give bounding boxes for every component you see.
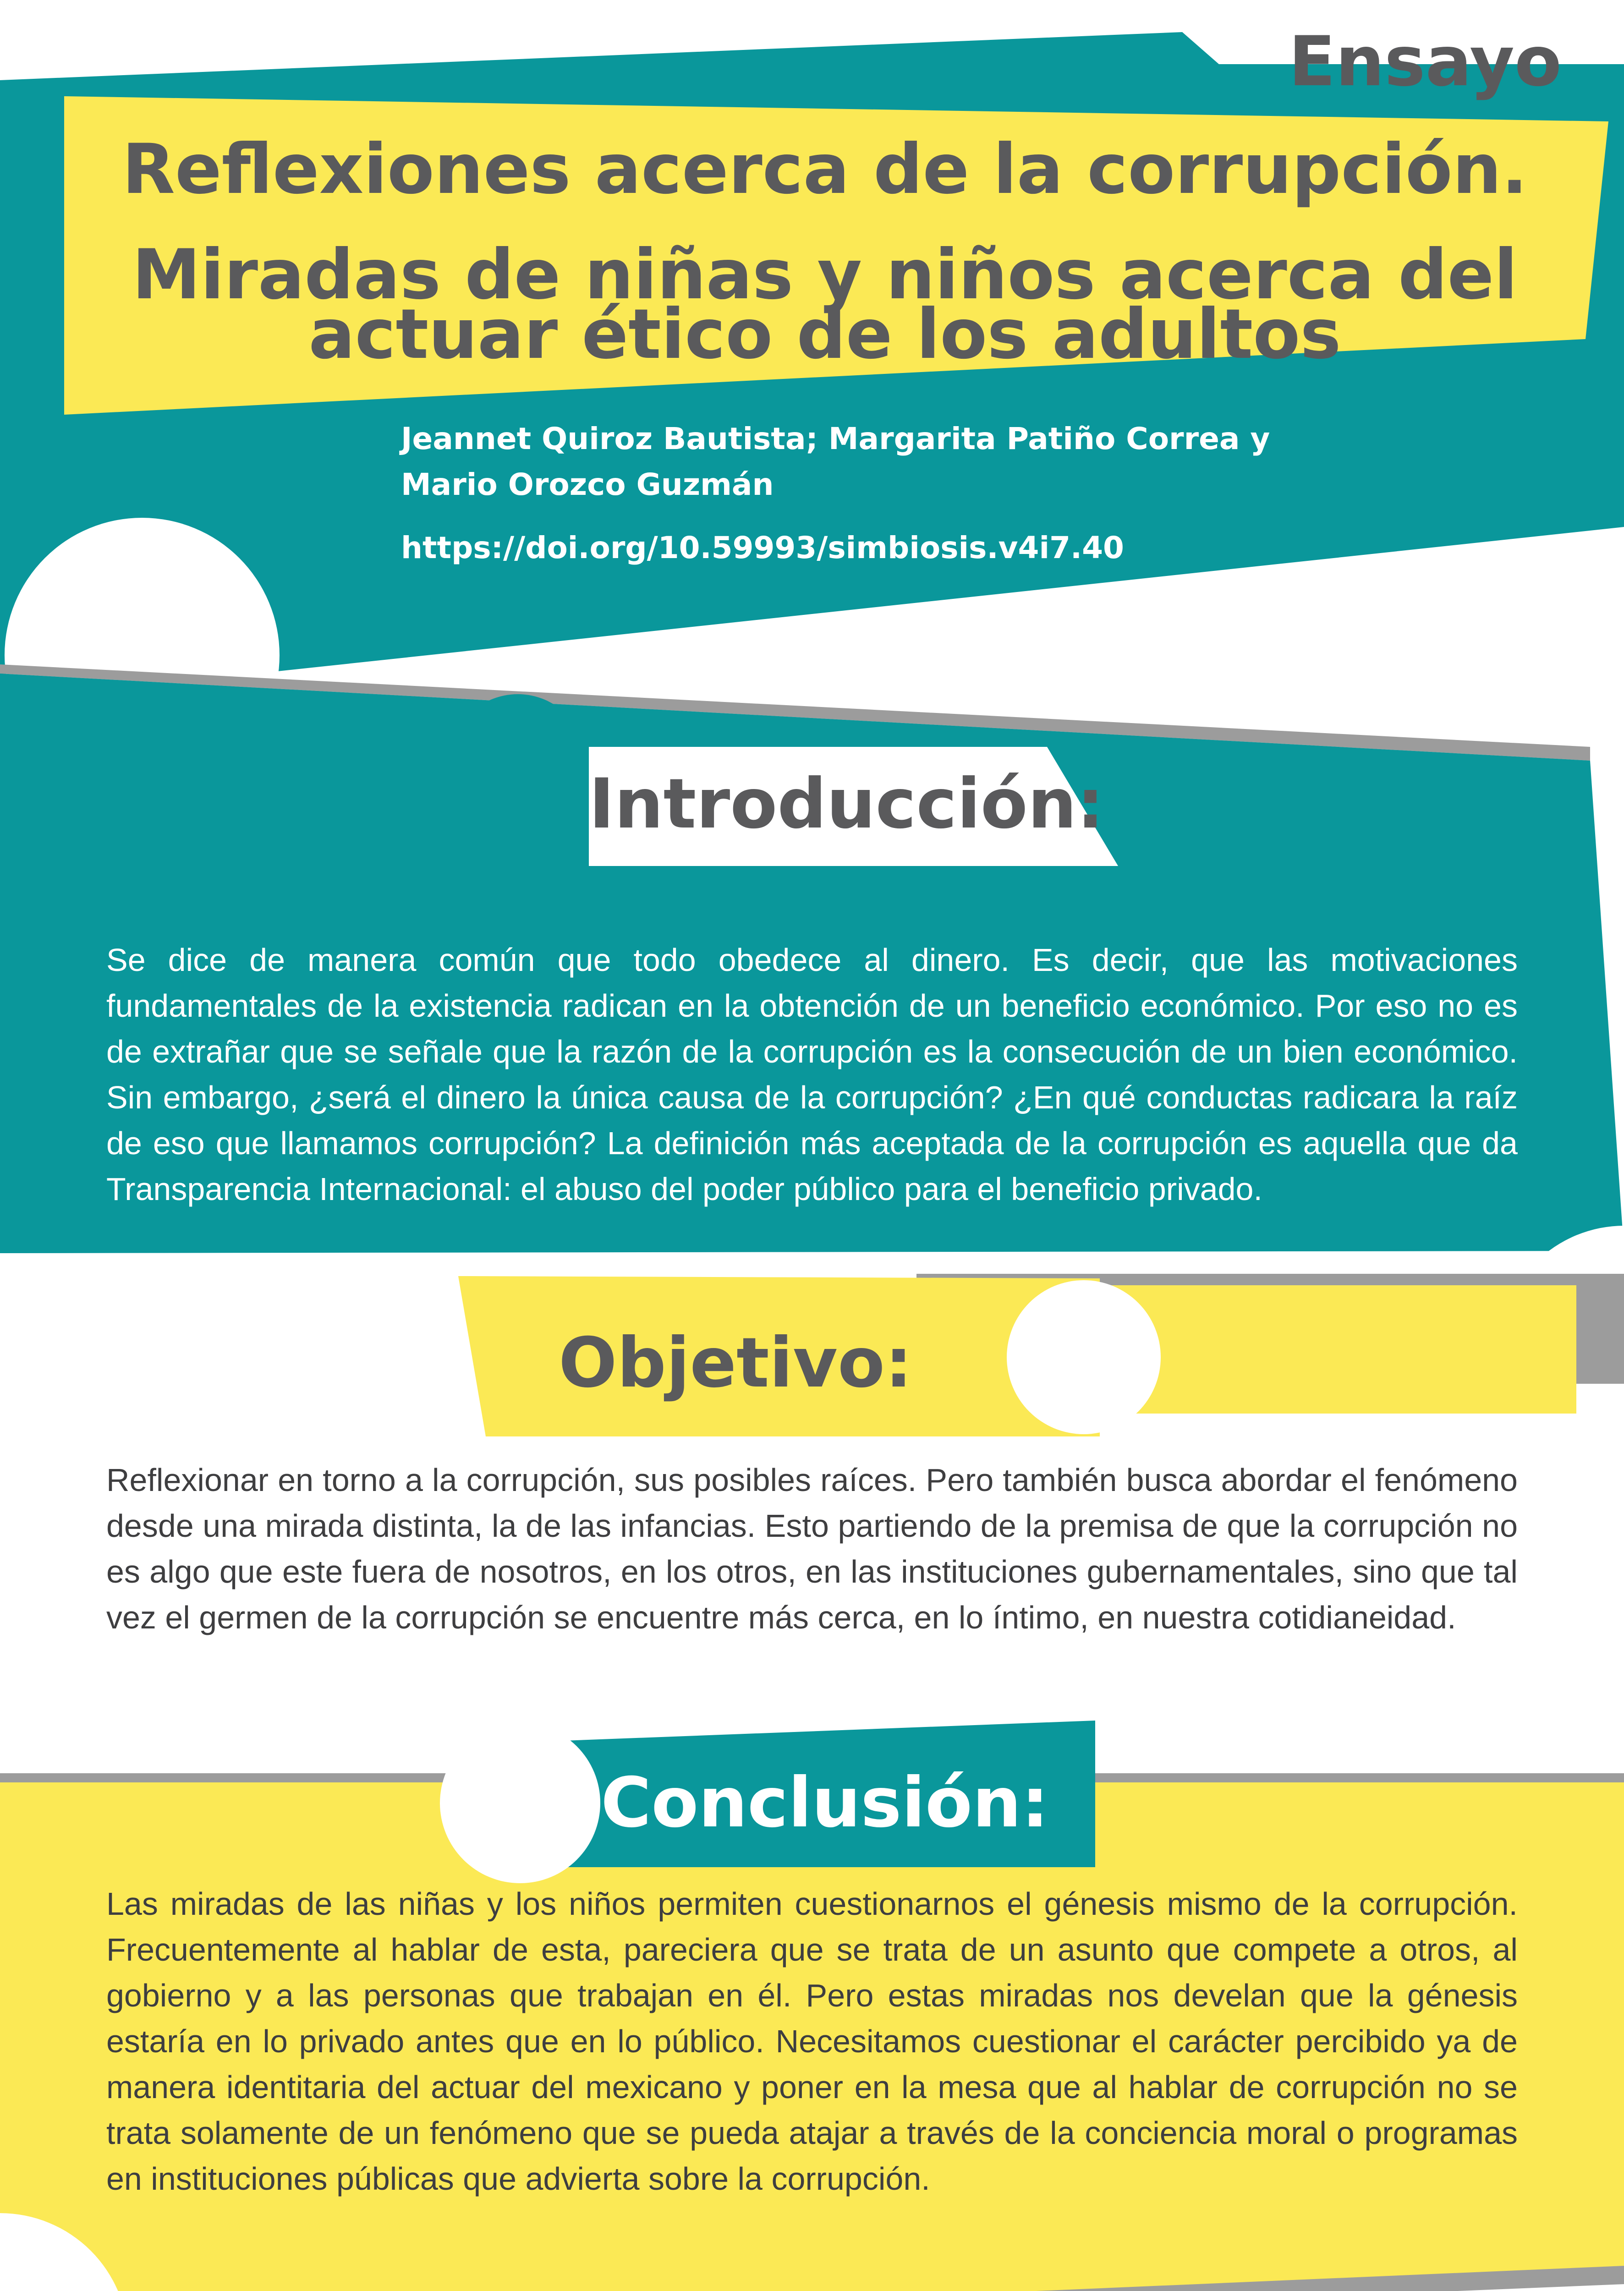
article-type-tag: Ensayo: [1289, 22, 1562, 102]
objetivo-heading: Objetivo:: [559, 1323, 912, 1403]
title-line-2: Miradas de niñas y niños acerca del: [132, 235, 1518, 315]
authors-line-1: Jeannet Quiroz Bautista; Margarita Patiño Correa y: [401, 421, 1270, 456]
conclusion-heading: Conclusión:: [601, 1763, 1049, 1843]
title-line-3: actuar ético de los adultos: [308, 295, 1341, 374]
intro-text: Se dice de manera común que todo obedece al dinero. Es decir, que las motivaciones fundamentales de la existencia radican en la obtención de un beneficio económico. Por eso no es de extrañar que se señale que la razón de la corrupción es la consecución de un bien económico. Sin embargo, ¿será el dinero la única causa de la corrupción? ¿En qué conductas radicara la raíz de eso que llamamos corrupción? La definición más aceptada de la corrupción es aquella que da Transparencia Internacional: el abuso del poder público para el beneficio privado.: [106, 942, 1518, 1207]
doi-link[interactable]: https://doi.org/10.59993/simbiosis.v4i7.40: [401, 530, 1124, 565]
intro-heading: Introducción:: [589, 764, 1104, 844]
objetivo-text: Reflexionar en torno a la corrupción, sus posibles raíces. Pero también busca abordar el fenómeno desde una mirada distinta, la de las infancias. Esto partiendo de la premisa de que la corrupción no es algo que este fuera de nosotros, en los otros, en las instituciones gubernamentales, sino que tal vez el germen de la corrupción se encuentre más cerca, en lo íntimo, en nuestra cotidianeidad.: [106, 1462, 1518, 1635]
title-line-1: Reflexiones acerca de la corrupción.: [122, 130, 1528, 209]
conclusion-text: Las miradas de las niñas y los niños permiten cuestionarnos el génesis mismo de la corrupción. Frecuentemente al hablar de esta, pareciera que se trata de un asunto que compete a otros, al gobierno y a las personas que trabajan en él. Pero estas miradas nos develan que la génesis estaría en lo privado antes que en lo público. Necesitamos cuestionar el carácter percibido ya de manera identitaria del actuar del mexicano y poner en la mesa que al hablar de corrupción no se trata solamente de un fenómeno que se pueda atajar a través de la conciencia moral o programas en instituciones públicas que advierta sobre la corrupción.: [106, 1886, 1518, 2197]
authors-line-2: Mario Orozco Guzmán: [401, 467, 774, 502]
